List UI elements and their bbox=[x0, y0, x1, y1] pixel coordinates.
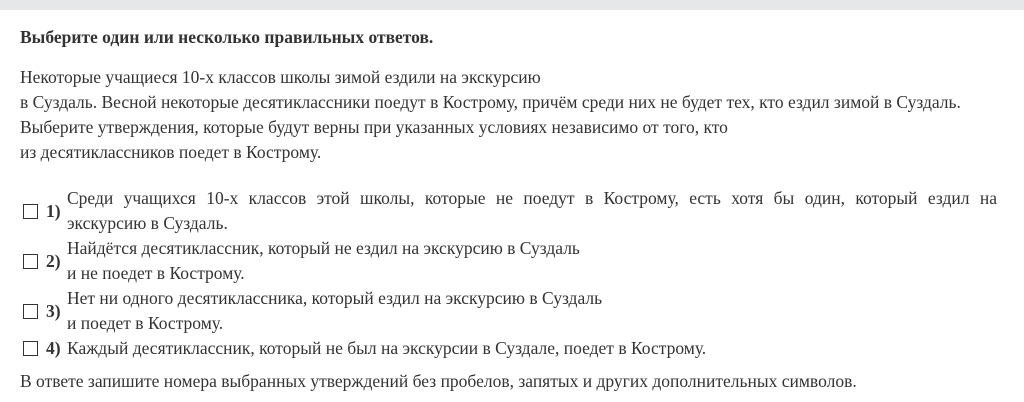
answer-option-2[interactable] bbox=[20, 236, 997, 286]
answer-option-4[interactable] bbox=[20, 336, 997, 361]
option-checkbox[interactable] bbox=[23, 254, 38, 269]
question-line: Выберите утверждения, которые будут верны при указанных условиях независимо от того, кто bbox=[20, 117, 728, 137]
option-number: 2) bbox=[46, 250, 61, 271]
answer-option-3[interactable] bbox=[20, 286, 997, 336]
question-line: в Суздаль. Весной некоторые десятиклассники поедут в Кострому, причём среди них не будет тех, кто ездил зимой в Суздаль. bbox=[20, 92, 961, 112]
task-instruction: Выберите один или несколько правильных ответов. bbox=[20, 27, 434, 47]
option-text bbox=[67, 336, 997, 361]
answer-option-1[interactable] bbox=[20, 186, 997, 236]
option-checkbox[interactable] bbox=[23, 304, 38, 319]
option-text-line: Нет ни одного десятиклассника, который ездил на экскурсию в Суздаль bbox=[67, 288, 603, 308]
question-text bbox=[20, 65, 961, 165]
option-text-line: Найдётся десятиклассник, который не ездил на экскурсию в Суздаль bbox=[67, 238, 580, 258]
option-number: 4) bbox=[46, 338, 61, 358]
option-number: 1) bbox=[46, 200, 61, 221]
option-text-line: экскурсию в Суздаль. bbox=[67, 213, 228, 233]
option-text bbox=[67, 186, 997, 236]
option-text-line: Каждый десятиклассник, который не был на экскурсии в Суздале, поедет в Кострому. bbox=[67, 338, 707, 358]
option-checkbox[interactable] bbox=[23, 341, 38, 356]
option-text-line: Среди учащихся 10-х классов этой школы, которые не поедут в Кострому, есть хотя бы один, который ездил на bbox=[67, 188, 997, 208]
option-checkbox[interactable] bbox=[23, 204, 38, 219]
top-bar bbox=[0, 0, 1024, 10]
question-line: из десятиклассников поедет в Кострому. bbox=[20, 142, 322, 162]
option-number: 3) bbox=[46, 300, 61, 321]
option-text bbox=[67, 236, 997, 286]
option-text bbox=[67, 286, 997, 336]
option-text-line: и не поедет в Кострому. bbox=[67, 263, 245, 283]
answer-format-note: В ответе запишите номера выбранных утверждений без пробелов, запятых и других дополнительных символов. bbox=[20, 371, 857, 391]
option-text-line: и поедет в Кострому. bbox=[67, 313, 224, 333]
question-line: Некоторые учащиеся 10-х классов школы зимой ездили на экскурсию bbox=[20, 67, 541, 87]
